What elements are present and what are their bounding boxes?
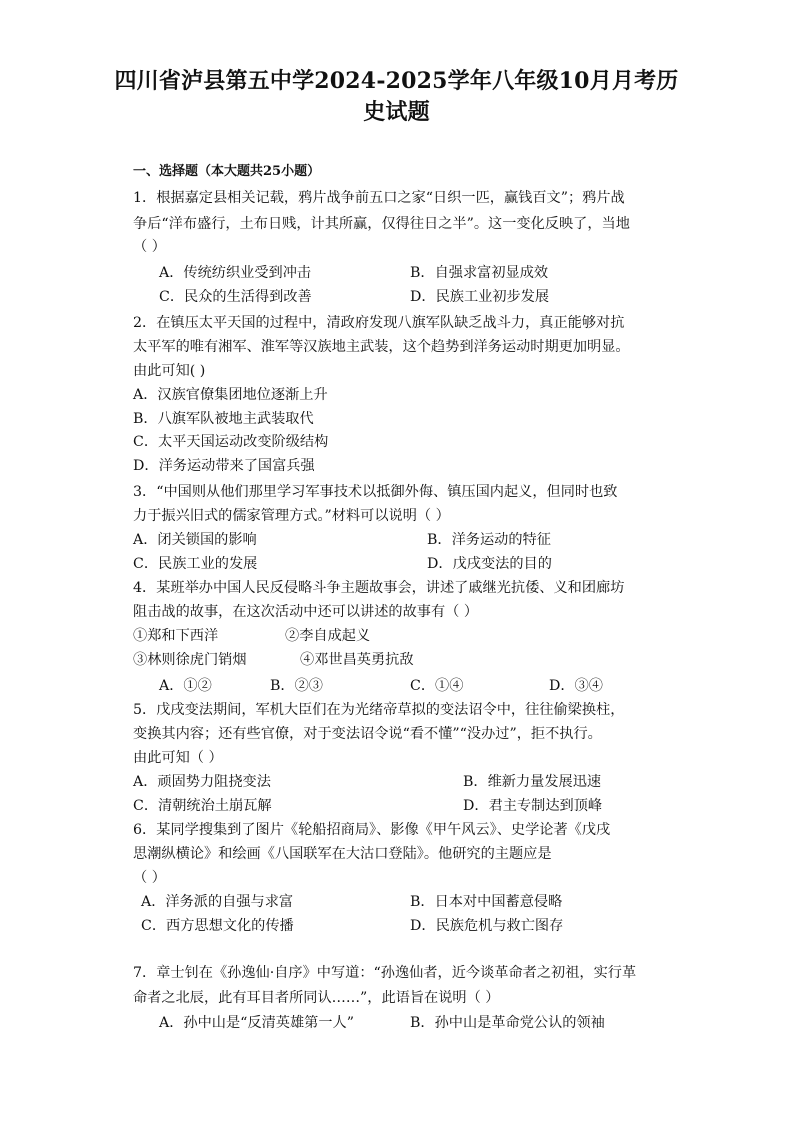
question-4-option-a: A．①② [159, 678, 212, 694]
question-6-line-3: （ ） [133, 870, 166, 886]
question-3-line-2: 力于振兴旧式的儒家管理方式。”材料可以说明（ ） [133, 508, 450, 524]
question-1-option-d: D．民族工业初步发展 [410, 289, 550, 305]
question-1-option-c: C．民众的生活得到改善 [159, 289, 312, 305]
question-4-item-3: ③林则徐虎门销烟 [133, 652, 247, 668]
question-1-line-3: （ ） [133, 239, 166, 255]
question-2-line-2: 太平军的唯有湘军、淮军等汉族地主武装，这个趋势到洋务运动时期更加明显。 [133, 339, 630, 355]
title-line-1: 四川省泸县第五中学2024-2025学年八年级10月月考历 [114, 68, 679, 94]
question-6-line-2: 思潮纵横论》和绘画《八国联军在大沽口登陆》。他研究的主题应是 [133, 846, 552, 862]
question-4-item-4: ④邓世昌英勇抗敌 [300, 652, 414, 668]
question-5-line-1: 5．戊戌变法期间，军机大臣们在为光绪帝草拟的变法诏令中，往往偷梁换柱， [133, 702, 625, 718]
question-4-option-c: C．①④ [410, 678, 464, 694]
question-3-line-1: 3．“中国则从他们那里学习军事技术以抵御外侮、镇压国内起义，但同时也致 [133, 484, 618, 500]
question-6-option-c: C．西方思想文化的传播 [141, 918, 294, 934]
question-3-option-d: D．戊戌变法的目的 [427, 556, 552, 572]
question-1-option-b: B．自强求富初显成效 [410, 265, 549, 281]
question-4-line-1: 4．某班举办中国人民反侵略斗争主题故事会，讲述了戚继光抗倭、义和团廊坊 [133, 580, 625, 596]
question-5-option-a: A．顽固势力阻挠变法 [133, 774, 271, 790]
question-4-item-1: ①郑和下西洋 [133, 628, 219, 644]
section-heading: 一、选择题（本大题共25小题） [133, 164, 321, 179]
question-2-line-3: 由此可知( ) [133, 363, 206, 379]
question-4-item-2: ②李自成起义 [285, 628, 371, 644]
question-6-option-b: B．日本对中国蓄意侵略 [410, 894, 563, 910]
exam-title [0, 66, 793, 128]
question-7-option-a: A．孙中山是“反清英雄第一人” [159, 1015, 355, 1031]
question-6-line-1: 6．某同学搜集到了图片《轮船招商局》、影像《甲午风云》、史学论著《戊戌 [133, 822, 611, 838]
question-2-option-d: D．洋务运动带来了国富兵强 [133, 458, 315, 474]
question-5-line-2: 变换其内容；还有些官僚，对于变法诏令说“看不懂”“没办过”，拒不执行。 [133, 726, 602, 742]
question-3-option-a: A．闭关锁国的影响 [133, 532, 257, 548]
question-3-option-c: C．民族工业的发展 [133, 556, 258, 572]
question-5-line-3: 由此可知（ ） [133, 750, 223, 766]
question-5-option-b: B．维新力量发展迅速 [463, 774, 602, 790]
question-7-line-2: 命者之北辰，此有耳目者所同认……”，此语旨在说明（ ） [133, 990, 500, 1006]
question-2-option-a: A．汉族官僚集团地位逐渐上升 [133, 387, 328, 403]
question-6-option-d: D．民族危机与救亡图存 [410, 918, 564, 934]
question-4-option-d: D．③④ [549, 678, 603, 694]
question-7-option-b: B．孙中山是革命党公认的领袖 [410, 1015, 605, 1031]
question-3-option-b: B．洋务运动的特征 [427, 532, 551, 548]
question-2-option-b: B．八旗军队被地主武装取代 [133, 411, 314, 427]
question-1-option-a: A．传统纺织业受到冲击 [159, 265, 312, 281]
question-5-option-d: D．君主专制达到顶峰 [463, 798, 603, 814]
question-7-line-1: 7．章士钊在《孙逸仙·自序》中写道：“孙逸仙者，近今谈革命者之初祖，实行革 [133, 965, 637, 981]
question-1-line-1: 1．根据嘉定县相关记载，鸦片战争前五口之家“日织一匹，赢钱百文”；鸦片战 [133, 190, 625, 206]
question-6-option-a: A．洋务派的自强与求富 [141, 894, 294, 910]
question-5-option-c: C．清朝统治土崩瓦解 [133, 798, 272, 814]
title-line-2: 史试题 [363, 99, 430, 125]
question-1-line-2: 争后“洋布盛行，土布日贱，计其所赢，仅得往日之半”。这一变化反映了，当地 [133, 216, 630, 232]
question-2-option-c: C．太平天国运动改变阶级结构 [133, 434, 329, 450]
question-4-option-b: B．②③ [270, 678, 323, 694]
question-2-line-1: 2．在镇压太平天国的过程中，清政府发现八旗军队缺乏战斗力，真正能够对抗 [133, 315, 625, 331]
question-4-line-2: 阻击战的故事，在这次活动中还可以讲述的故事有（ ） [133, 604, 479, 620]
